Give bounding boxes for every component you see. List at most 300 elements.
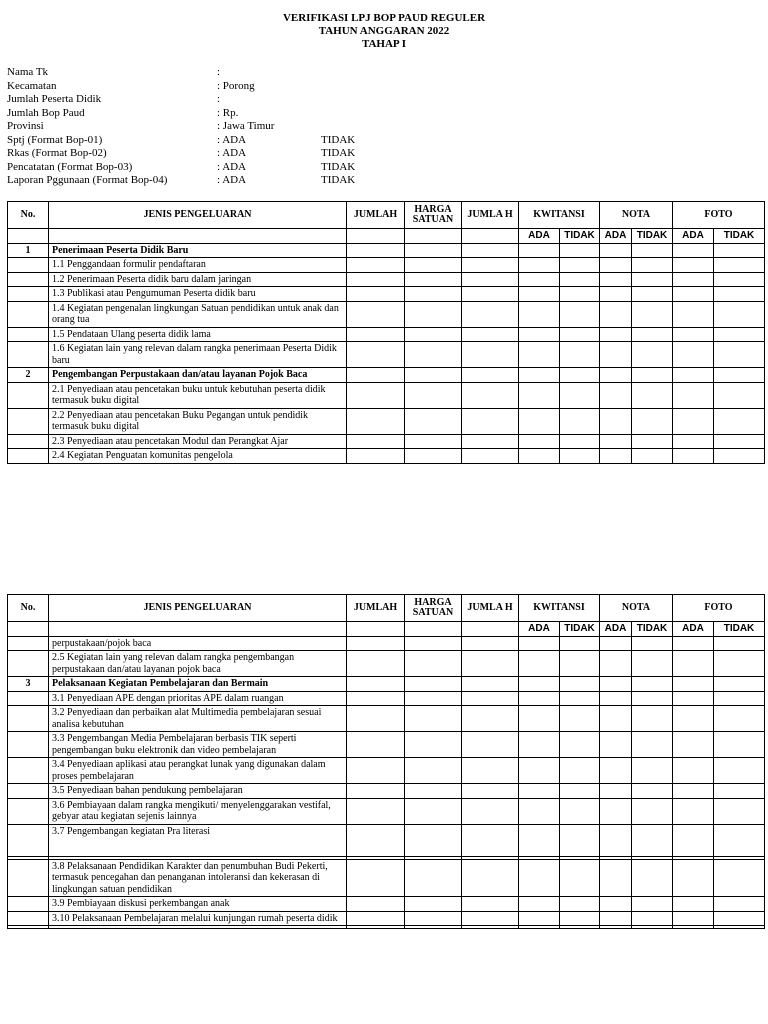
row-cell	[714, 327, 765, 342]
col-kwitansi: KWITANSI	[519, 202, 600, 229]
row-cell	[714, 784, 765, 799]
row-number	[8, 327, 49, 342]
row-cell	[560, 382, 600, 408]
row-cell	[714, 258, 765, 273]
row-description: 3.5 Penyediaan bahan pendukung pembelajaran	[49, 784, 347, 799]
header-row	[8, 595, 765, 622]
row-cell	[714, 434, 765, 449]
row-cell	[462, 382, 519, 408]
info-label: Jumlah Peserta Didik	[7, 93, 102, 105]
row-number	[8, 651, 49, 677]
kwitansi-tidak: TIDAK	[560, 229, 600, 244]
table-row	[8, 301, 765, 327]
row-cell	[519, 798, 560, 824]
row-cell	[405, 859, 462, 897]
row-cell	[462, 651, 519, 677]
row-cell	[673, 897, 714, 912]
row-cell	[632, 301, 673, 327]
row-cell	[673, 651, 714, 677]
table-row	[8, 784, 765, 799]
row-cell	[560, 258, 600, 273]
foto-ada: ADA	[673, 622, 714, 637]
kwitansi-ada: ADA	[519, 229, 560, 244]
row-number	[8, 301, 49, 327]
col-harga: HARGA SATUAN	[405, 202, 462, 229]
row-number	[8, 342, 49, 368]
row-description: 1.4 Kegiatan pengenalan lingkungan Satuan pendidikan untuk anak dan orang tua	[49, 301, 347, 327]
col-foto: FOTO	[673, 202, 765, 229]
row-cell	[673, 706, 714, 732]
row-cell	[462, 272, 519, 287]
row-cell	[673, 677, 714, 692]
row-cell	[560, 911, 600, 926]
row-cell	[347, 859, 405, 897]
row-cell	[519, 301, 560, 327]
nota-tidak: TIDAK	[632, 622, 673, 637]
row-description: 1.6 Kegiatan lain yang relevan dalam rangka penerimaan Peserta Didik baru	[49, 342, 347, 368]
row-cell	[462, 243, 519, 258]
table-row	[8, 368, 765, 383]
row-cell	[405, 382, 462, 408]
col-kwitansi: KWITANSI	[519, 595, 600, 622]
row-cell	[714, 636, 765, 651]
row-cell	[405, 651, 462, 677]
row-cell	[462, 342, 519, 368]
row-cell	[405, 706, 462, 732]
table-row	[8, 691, 765, 706]
header-title: VERIFIKASI LPJ BOP PAUD REGULER	[282, 12, 486, 24]
row-cell	[405, 243, 462, 258]
table-row	[8, 911, 765, 926]
row-cell	[673, 449, 714, 464]
row-cell	[714, 911, 765, 926]
table-row	[8, 342, 765, 368]
row-cell	[347, 449, 405, 464]
row-cell	[519, 651, 560, 677]
row-cell	[519, 327, 560, 342]
row-cell	[632, 897, 673, 912]
row-cell	[519, 408, 560, 434]
row-cell	[632, 784, 673, 799]
row-cell	[462, 408, 519, 434]
info-value: : Jawa Timur	[217, 120, 275, 132]
row-cell	[600, 272, 632, 287]
info-tidak: TIDAK	[321, 160, 356, 173]
table-row	[8, 859, 765, 897]
row-cell	[519, 926, 560, 929]
row-number: 1	[8, 243, 49, 258]
row-cell	[600, 434, 632, 449]
row-cell	[600, 824, 632, 856]
row-cell	[347, 911, 405, 926]
row-cell	[462, 434, 519, 449]
row-cell	[560, 758, 600, 784]
row-cell	[600, 758, 632, 784]
row-cell	[632, 926, 673, 929]
row-cell	[560, 691, 600, 706]
table-row	[8, 897, 765, 912]
row-cell	[462, 449, 519, 464]
row-number: 3	[8, 677, 49, 692]
row-cell	[405, 691, 462, 706]
row-cell	[347, 706, 405, 732]
row-cell	[519, 859, 560, 897]
row-cell	[519, 732, 560, 758]
row-cell	[560, 327, 600, 342]
row-cell	[600, 636, 632, 651]
row-cell	[462, 301, 519, 327]
row-cell	[714, 798, 765, 824]
row-description	[49, 926, 347, 929]
row-cell	[405, 327, 462, 342]
row-cell	[560, 287, 600, 302]
row-cell	[600, 784, 632, 799]
row-number	[8, 272, 49, 287]
row-cell	[405, 798, 462, 824]
row-description: 3.1 Penyediaan APE dengan prioritas APE dalam ruangan	[49, 691, 347, 706]
row-description: 3.6 Pembiayaan dalam rangka mengikuti/ menyelenggarakan vestifal, gebyar atau kegiatan sejenis lainnya	[49, 798, 347, 824]
row-cell	[714, 677, 765, 692]
row-number	[8, 758, 49, 784]
row-cell	[347, 287, 405, 302]
row-cell	[519, 636, 560, 651]
row-cell	[519, 784, 560, 799]
row-cell	[632, 449, 673, 464]
row-number	[8, 784, 49, 799]
row-cell	[347, 824, 405, 856]
row-cell	[714, 706, 765, 732]
row-number	[8, 732, 49, 758]
row-cell	[560, 342, 600, 368]
row-cell	[673, 243, 714, 258]
info-value: :	[217, 93, 221, 105]
col-foto: FOTO	[673, 595, 765, 622]
kwitansi-tidak: TIDAK	[560, 622, 600, 637]
row-cell	[560, 706, 600, 732]
row-cell	[632, 706, 673, 732]
row-cell	[632, 824, 673, 856]
row-cell	[632, 798, 673, 824]
row-cell	[560, 272, 600, 287]
row-cell	[405, 368, 462, 383]
row-cell	[673, 272, 714, 287]
row-cell	[714, 449, 765, 464]
row-cell	[632, 677, 673, 692]
row-cell	[462, 691, 519, 706]
row-cell	[519, 368, 560, 383]
row-number	[8, 636, 49, 651]
row-cell	[462, 732, 519, 758]
row-description: 3.7 Pengembangan kegiatan Pra literasi	[49, 824, 347, 856]
row-cell	[632, 258, 673, 273]
col-jenis: JENIS PENGELUARAN	[49, 595, 347, 622]
row-cell	[600, 732, 632, 758]
row-cell	[462, 798, 519, 824]
info-label: Kecamatan	[7, 79, 57, 92]
row-cell	[560, 408, 600, 434]
row-cell	[632, 287, 673, 302]
col-jenis: JENIS PENGELUARAN	[49, 202, 347, 229]
row-cell	[673, 859, 714, 897]
row-cell	[600, 651, 632, 677]
row-cell	[347, 926, 405, 929]
row-cell	[519, 342, 560, 368]
row-number	[8, 449, 49, 464]
header-stage: TAHAP I	[361, 38, 407, 50]
row-cell	[714, 272, 765, 287]
row-description: 1.5 Pendataan Ulang peserta didik lama	[49, 327, 347, 342]
row-cell	[560, 449, 600, 464]
info-value: : Rp.	[217, 106, 239, 119]
table-row	[8, 706, 765, 732]
row-cell	[347, 732, 405, 758]
row-number	[8, 382, 49, 408]
row-cell	[673, 758, 714, 784]
row-cell	[673, 287, 714, 302]
col-nota: NOTA	[600, 595, 673, 622]
row-cell	[347, 651, 405, 677]
table-row	[8, 434, 765, 449]
row-cell	[714, 897, 765, 912]
row-cell	[405, 287, 462, 302]
row-cell	[600, 706, 632, 732]
row-cell	[405, 732, 462, 758]
row-description: 3.9 Pembiayaan diskusi perkembangan anak	[49, 897, 347, 912]
row-cell	[560, 434, 600, 449]
kwitansi-ada: ADA	[519, 622, 560, 637]
row-cell	[600, 859, 632, 897]
row-cell	[462, 327, 519, 342]
row-cell	[632, 272, 673, 287]
row-number	[8, 798, 49, 824]
nota-ada: ADA	[600, 622, 632, 637]
row-cell	[673, 408, 714, 434]
info-label: Provinsi	[7, 120, 44, 132]
subheader-row	[8, 622, 765, 637]
row-cell	[600, 897, 632, 912]
foto-tidak: TIDAK	[714, 622, 765, 637]
row-cell	[462, 258, 519, 273]
row-number	[8, 287, 49, 302]
row-description: 3.10 Pelaksanaan Pembelajaran melalui kunjungan rumah peserta didik	[49, 911, 347, 926]
row-cell	[673, 732, 714, 758]
row-cell	[600, 911, 632, 926]
expense-table-1	[7, 201, 765, 464]
row-description: Penerimaan Peserta Didik Baru	[49, 243, 347, 258]
row-cell	[347, 636, 405, 651]
row-cell	[632, 636, 673, 651]
row-number	[8, 258, 49, 273]
row-cell	[714, 382, 765, 408]
row-cell	[714, 691, 765, 706]
row-cell	[600, 368, 632, 383]
row-cell	[632, 408, 673, 434]
row-number	[8, 691, 49, 706]
row-cell	[519, 287, 560, 302]
table-row	[8, 272, 765, 287]
row-cell	[714, 301, 765, 327]
info-label: Jumlah Bop Paud	[7, 106, 85, 119]
row-cell	[714, 342, 765, 368]
row-cell	[673, 784, 714, 799]
row-cell	[347, 677, 405, 692]
row-cell	[347, 301, 405, 327]
row-cell	[347, 798, 405, 824]
row-cell	[673, 911, 714, 926]
row-cell	[462, 287, 519, 302]
row-cell	[519, 258, 560, 273]
row-cell	[519, 758, 560, 784]
table-row	[8, 926, 765, 929]
info-value: :	[217, 66, 221, 78]
row-cell	[405, 911, 462, 926]
row-cell	[462, 784, 519, 799]
row-cell	[560, 636, 600, 651]
info-label: Pencatatan (Format Bop-03)	[7, 160, 133, 173]
row-cell	[632, 382, 673, 408]
row-cell	[673, 636, 714, 651]
row-number	[8, 926, 49, 929]
table-row	[8, 382, 765, 408]
row-cell	[632, 243, 673, 258]
row-cell	[462, 706, 519, 732]
row-cell	[519, 911, 560, 926]
row-cell	[600, 798, 632, 824]
info-value: : Porong	[217, 79, 255, 92]
row-cell	[714, 732, 765, 758]
row-description: 3.3 Pengembangan Media Pembelajaran berbasis TIK seperti pengembangan buku elektronik dan video pembelajaran	[49, 732, 347, 758]
header-year: TAHUN ANGGARAN 2022	[318, 25, 450, 37]
row-cell	[462, 824, 519, 856]
table-row	[8, 243, 765, 258]
row-cell	[632, 651, 673, 677]
info-value: : ADA	[217, 174, 247, 186]
row-cell	[462, 368, 519, 383]
row-number	[8, 859, 49, 897]
row-cell	[519, 897, 560, 912]
row-cell	[714, 758, 765, 784]
row-cell	[600, 342, 632, 368]
row-cell	[405, 258, 462, 273]
row-cell	[673, 798, 714, 824]
row-description: 2.2 Penyediaan atau pencetakan Buku Pegangan untuk pendidik termasuk buku digital	[49, 408, 347, 434]
row-description: 3.8 Pelaksanaan Pendidikan Karakter dan penumbuhan Budi Pekerti, termasuk pencegahan dan penanganan intoleransi dan kekerasan di lingkungan satuan pendidikan	[49, 859, 347, 897]
row-description: perpustakaan/pojok baca	[49, 636, 347, 651]
row-cell	[560, 897, 600, 912]
table-row	[8, 732, 765, 758]
row-cell	[714, 368, 765, 383]
row-description: 1.1 Penggandaan formulir pendaftaran	[49, 258, 347, 273]
row-cell	[347, 327, 405, 342]
row-cell	[519, 272, 560, 287]
row-cell	[560, 798, 600, 824]
row-cell	[600, 382, 632, 408]
info-label: Sptj (Format Bop-01)	[7, 133, 103, 146]
row-cell	[347, 368, 405, 383]
row-cell	[347, 342, 405, 368]
row-cell	[519, 243, 560, 258]
row-cell	[405, 758, 462, 784]
row-cell	[560, 824, 600, 856]
info-value: : ADA	[217, 133, 247, 146]
row-cell	[714, 859, 765, 897]
row-description: 2.5 Kegiatan lain yang relevan dalam rangka pengembangan perpustakaan dan/atau layanan pojok baca	[49, 651, 347, 677]
row-cell	[347, 258, 405, 273]
col-harga: HARGA SATUAN	[405, 595, 462, 622]
row-cell	[632, 691, 673, 706]
row-number	[8, 434, 49, 449]
row-cell	[560, 368, 600, 383]
row-cell	[347, 243, 405, 258]
expense-table-2	[7, 594, 765, 929]
table-row	[8, 758, 765, 784]
row-cell	[714, 287, 765, 302]
row-cell	[560, 677, 600, 692]
row-cell	[519, 382, 560, 408]
row-number	[8, 824, 49, 856]
row-cell	[714, 926, 765, 929]
row-cell	[632, 859, 673, 897]
col-jumlah: JUMLAH	[347, 202, 405, 229]
row-cell	[462, 911, 519, 926]
row-description: 2.1 Penyediaan atau pencetakan buku untuk kebutuhan peserta didik termasuk buku digital	[49, 382, 347, 408]
row-cell	[600, 449, 632, 464]
info-tidak: TIDAK	[321, 147, 356, 159]
row-cell	[632, 732, 673, 758]
row-number	[8, 911, 49, 926]
row-description: Pelaksanaan Kegiatan Pembelajaran dan Bermain	[49, 677, 347, 692]
row-cell	[560, 859, 600, 897]
row-cell	[560, 243, 600, 258]
row-cell	[600, 301, 632, 327]
table-row	[8, 636, 765, 651]
nota-ada: ADA	[600, 229, 632, 244]
info-label: Laporan Pggunaan (Format Bop-04)	[7, 174, 168, 186]
row-cell	[347, 272, 405, 287]
row-cell	[560, 784, 600, 799]
row-cell	[673, 824, 714, 856]
row-cell	[632, 368, 673, 383]
row-cell	[600, 408, 632, 434]
row-cell	[405, 677, 462, 692]
header-row	[8, 202, 765, 229]
row-cell	[347, 408, 405, 434]
row-cell	[405, 272, 462, 287]
row-cell	[600, 691, 632, 706]
row-cell	[632, 327, 673, 342]
row-cell	[462, 926, 519, 929]
row-cell	[405, 301, 462, 327]
row-cell	[560, 651, 600, 677]
row-cell	[632, 911, 673, 926]
col-jumlah: JUMLAH	[347, 595, 405, 622]
info-label: Nama Tk	[7, 66, 49, 78]
row-cell	[600, 258, 632, 273]
row-cell	[347, 784, 405, 799]
info-value: : ADA	[217, 160, 247, 173]
row-cell	[560, 926, 600, 929]
row-cell	[519, 449, 560, 464]
info-tidak: TIDAK	[321, 174, 356, 186]
row-cell	[405, 636, 462, 651]
table-row	[8, 408, 765, 434]
row-cell	[673, 301, 714, 327]
info-value: : ADA	[217, 147, 247, 159]
row-cell	[462, 758, 519, 784]
row-cell	[347, 382, 405, 408]
row-cell	[405, 897, 462, 912]
row-cell	[673, 382, 714, 408]
